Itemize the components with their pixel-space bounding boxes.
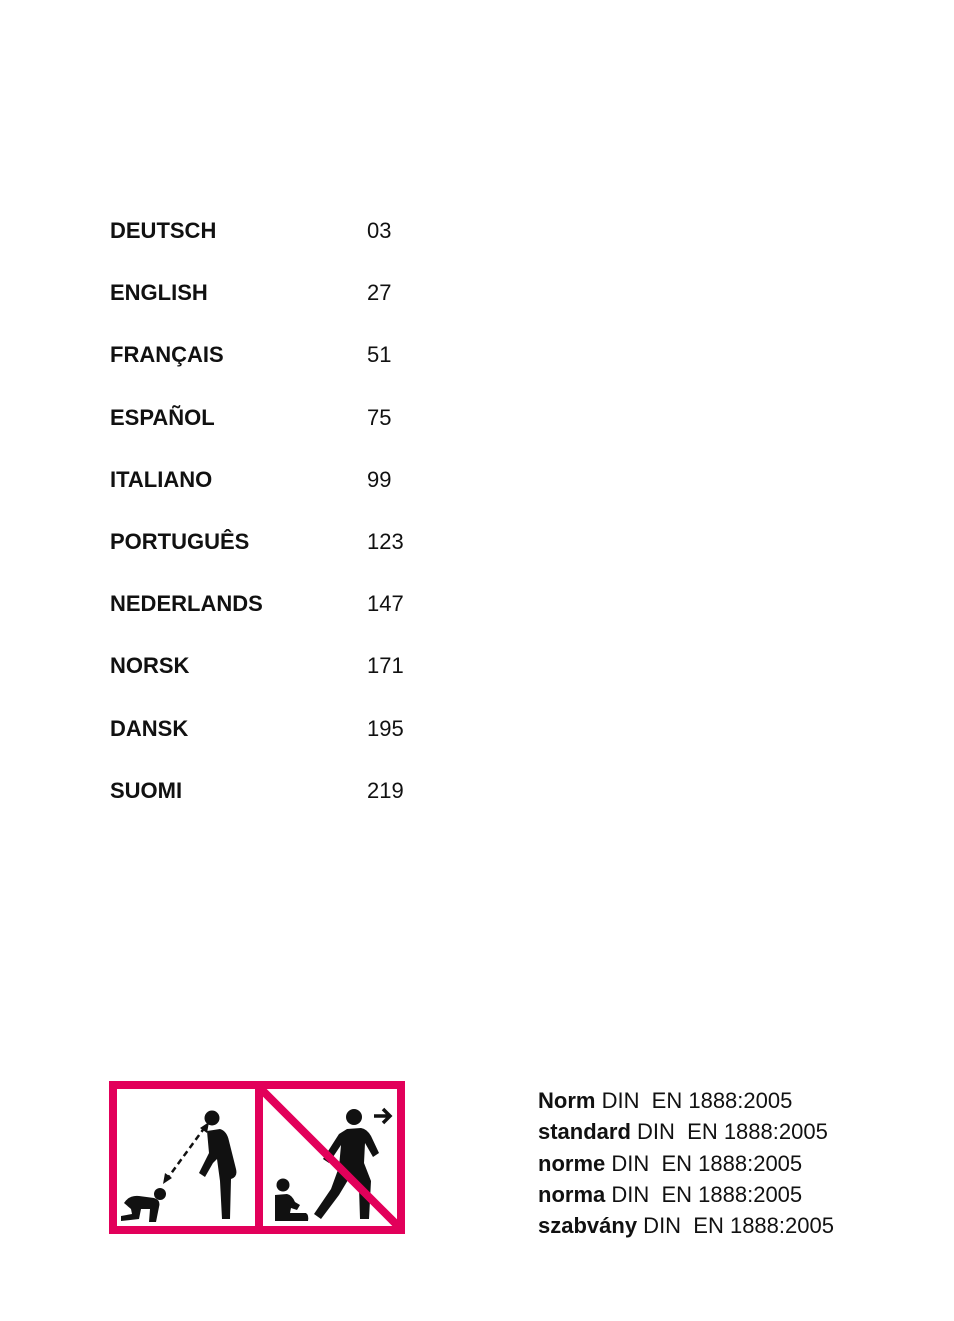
toc-language: DEUTSCH xyxy=(110,218,217,243)
norm-line xyxy=(538,1148,834,1179)
norm-label: szabvány xyxy=(538,1213,638,1239)
toc-page-number: 219 xyxy=(367,777,404,803)
toc-language: NORSK xyxy=(110,653,190,679)
norm-label: norma xyxy=(538,1181,606,1207)
toc-language: FRANÇAIS xyxy=(110,342,224,368)
toc-page-number: 195 xyxy=(367,715,404,741)
toc-page-number: 99 xyxy=(367,466,392,492)
norm-line xyxy=(538,1210,834,1241)
safety-pictogram xyxy=(109,1081,405,1234)
norm-label: Norm xyxy=(538,1088,596,1113)
supervised-child-icon xyxy=(121,1111,236,1223)
toc-language: ESPAÑOL xyxy=(110,404,215,430)
toc-page-number: 171 xyxy=(367,653,404,679)
norm-value: DIN EN 1888:2005 xyxy=(630,1119,828,1145)
toc-language: ENGLISH xyxy=(110,280,208,306)
toc-page-number: 51 xyxy=(367,342,392,368)
norm-label: norme xyxy=(538,1150,606,1176)
norm-line xyxy=(538,1085,834,1116)
norm-value: DIN EN 1888:2005 xyxy=(605,1150,803,1176)
norm-value: DIN EN 1888:2005 xyxy=(605,1181,803,1207)
toc-page-number: 03 xyxy=(367,218,392,243)
toc-page-number: 147 xyxy=(367,591,404,617)
norm-line xyxy=(538,1179,834,1210)
norm-value: DIN EN 1888:2005 xyxy=(637,1213,834,1239)
toc-language: SUOMI xyxy=(110,777,183,803)
norm-standards-list xyxy=(538,1085,834,1241)
toc-page-number: 75 xyxy=(367,404,392,430)
norm-label: standard xyxy=(538,1119,631,1145)
toc-page-number: 27 xyxy=(367,280,392,306)
toc-page-number: 123 xyxy=(367,528,404,554)
toc-language: NEDERLANDS xyxy=(110,591,263,617)
toc-language: DANSK xyxy=(110,715,189,741)
toc-language: ITALIANO xyxy=(110,466,213,492)
toc-language: PORTUGUÊS xyxy=(110,528,250,554)
norm-value: DIN EN 1888:2005 xyxy=(595,1088,793,1113)
norm-line xyxy=(538,1116,834,1147)
